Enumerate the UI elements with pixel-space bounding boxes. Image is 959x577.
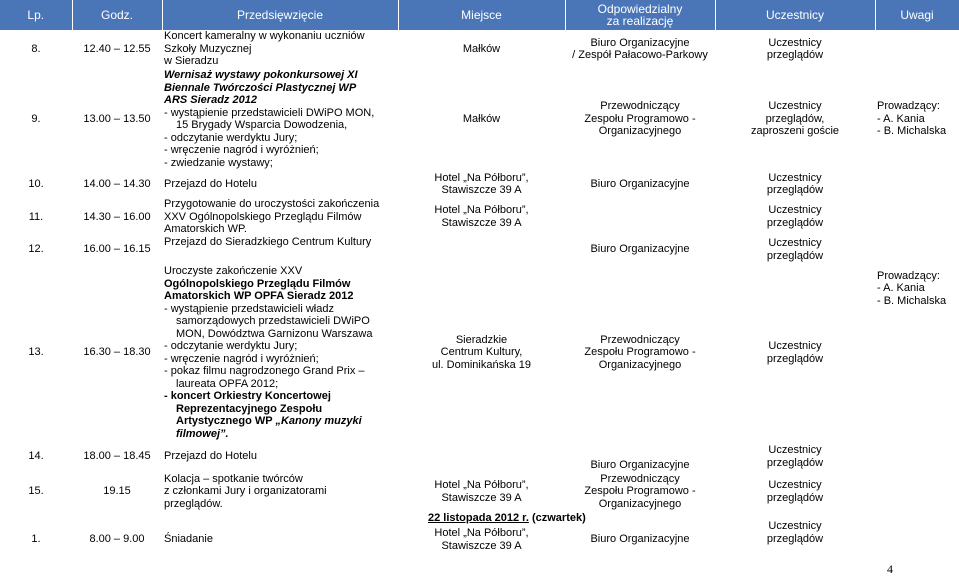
column-header-uczestnicy: Uczestnicy [715, 0, 875, 30]
row-participants: Uczestnicy przeglądów [766, 171, 824, 196]
column-header-miejsce: Miejsce [398, 0, 565, 30]
table-row [0, 442, 959, 472]
row-place: Małków [462, 112, 501, 125]
row-participants: Uczestnicy przeglądów [766, 479, 824, 504]
row-place: Małków [462, 42, 501, 55]
row-notes [875, 30, 959, 68]
row-time: 16.30 – 18.30 [83, 346, 151, 359]
row-lp: 9. [31, 112, 41, 125]
column-header-lp: Lp. [0, 0, 72, 30]
table-row [0, 264, 959, 442]
row-participants: Uczestnicy przeglądów [766, 36, 824, 61]
row-place: Sieradzkie Centrum Kultury, ul. Dominikańska 19 [431, 333, 532, 371]
row-responsible: Biuro Organizacyjne [590, 533, 690, 546]
row-lp: 10. [28, 177, 44, 190]
date-row [0, 512, 959, 526]
column-header-godz: Godz. [72, 0, 162, 30]
row-notes [875, 170, 959, 198]
row-lp: 8. [31, 42, 41, 55]
row-notes: Prowadzący: - A. Kania - B. Michalska [877, 100, 947, 138]
row-participants: Uczestnicy przeglądów [766, 520, 824, 545]
row-lp: 13. [28, 346, 44, 359]
row-place: Hotel „Na Półboru”, Stawiszcze 39 A [434, 204, 529, 229]
row-place: Hotel „Na Półboru”, Stawiszcze 39 A [434, 527, 529, 552]
row-responsible: Biuro Organizacyjne / Zespół Pałacowo-Parkowy [572, 36, 708, 61]
row-notes [875, 442, 959, 472]
row-place: Hotel „Na Półboru”, Stawiszcze 39 A [434, 171, 529, 196]
row-responsible: Przewodniczący Zespołu Programowo - Organizacyjnego [584, 100, 696, 138]
row-participants: Uczestnicy przeglądów, zaproszeni goście [750, 100, 840, 138]
row-lp: 1. [31, 533, 41, 546]
row-time: 14.00 – 14.30 [83, 177, 151, 190]
date-heading: 22 listopada 2012 r. (czwartek) [428, 512, 586, 525]
row-place: Hotel „Na Półboru”, Stawiszcze 39 A [434, 479, 529, 504]
column-header-przedsiewziecie: Przedsięwzięcie [162, 0, 398, 30]
row-event: Przejazd do Sieradzkiego Centrum Kultury [164, 235, 372, 248]
row-responsible [565, 198, 715, 236]
row-responsible: Biuro Organizacyjne [590, 459, 690, 471]
row-participants: Uczestnicy przeglądów [766, 204, 824, 229]
row-event: Uroczyste zakończenie XXV Ogólnopolskiego Przeglądu Filmów Amatorskich WP OPFA Sieradz 2012 - wystąpienie przedstawicieli władz samorządowych przedstawicieli DWiPO MON, Dowództwa Garnizonu Warszawa - odczytanie werdyktu Jury; - wręczenie nagród i wyróżnień; - pokaz filmu nagrodzonego Grand Prix – laureata OPFA 2012; - koncert Orkiestry Koncertowej Reprezentacyjnego Zespołu Artystycznego WP „Kanony muzyki filmowej”. [164, 265, 373, 440]
row-event: Kolacja – spotkanie twórców z członkami Jury i organizatorami przeglądów. [164, 472, 327, 510]
row-notes [875, 236, 959, 264]
column-header-uwagi: Uwagi [875, 0, 959, 30]
row-time: 8.00 – 9.00 [89, 533, 145, 546]
row-notes: Prowadzący: - A. Kania - B. Michalska [877, 269, 947, 307]
row-place [398, 442, 565, 472]
table-row [0, 30, 959, 68]
row-event: Przygotowanie do uroczystości zakończenia XXV Ogólnopolskiego Przeglądu Filmów Amatorskich WP. [164, 198, 380, 235]
row-event: Przejazd do Hotelu [164, 450, 257, 463]
row-responsible: Przewodniczący Zespołu Programowo - Organizacyjnego [584, 333, 696, 371]
row-responsible: Biuro Organizacyjne [590, 243, 690, 256]
table-row [0, 472, 959, 512]
row-time: 16.00 – 16.15 [83, 243, 151, 256]
row-event: Śniadanie [164, 533, 213, 546]
row-time: 18.00 – 18.45 [83, 450, 151, 463]
page-number: 4 [887, 562, 893, 576]
table-row [0, 236, 959, 264]
row-lp: 14. [28, 450, 44, 463]
row-lp: 15. [28, 485, 44, 498]
table-row [0, 198, 959, 236]
row-time: 19.15 [103, 485, 131, 498]
row-responsible: Przewodniczący Zespołu Programowo - Organizacyjnego [584, 472, 696, 510]
row-participants: Uczestnicy przeglądów [766, 237, 824, 262]
row-responsible: Biuro Organizacyjne [590, 177, 690, 190]
row-event: Wernisaż wystawy pokonkursowej XI Biennale Twórczości Plastycznej WP ARS Sieradz 2012 - wystąpienie przedstawicieli DWiPO MON, 15 Brygady Wsparcia Dowodzenia, - odczytanie werdyktu Jury; - wręczenie nagród i wyróżnień; - zwiedzanie wystawy; [164, 69, 375, 169]
row-time: 13.00 – 13.50 [83, 112, 151, 125]
row-participants: Uczestnicy przeglądów [766, 444, 824, 469]
row-notes [875, 472, 959, 512]
row-place [398, 236, 565, 264]
row-notes [875, 198, 959, 236]
row-time: 14.30 – 16.00 [83, 210, 151, 223]
table-row [0, 170, 959, 198]
row-notes [875, 526, 959, 554]
table-header-row [0, 0, 959, 30]
row-event: Koncert kameralny w wykonaniu uczniów Szkoły Muzycznej w Sieradzu [164, 30, 365, 68]
row-lp: 12. [28, 243, 44, 256]
row-event: Przejazd do Hotelu [164, 177, 257, 190]
row-participants: Uczestnicy przeglądów [766, 340, 824, 365]
row-lp: 11. [28, 210, 44, 223]
table-row [0, 68, 959, 170]
row-time: 12.40 – 12.55 [83, 42, 151, 55]
column-header-odpowiedzialny: Odpowiedzialny za realizację [565, 0, 715, 30]
